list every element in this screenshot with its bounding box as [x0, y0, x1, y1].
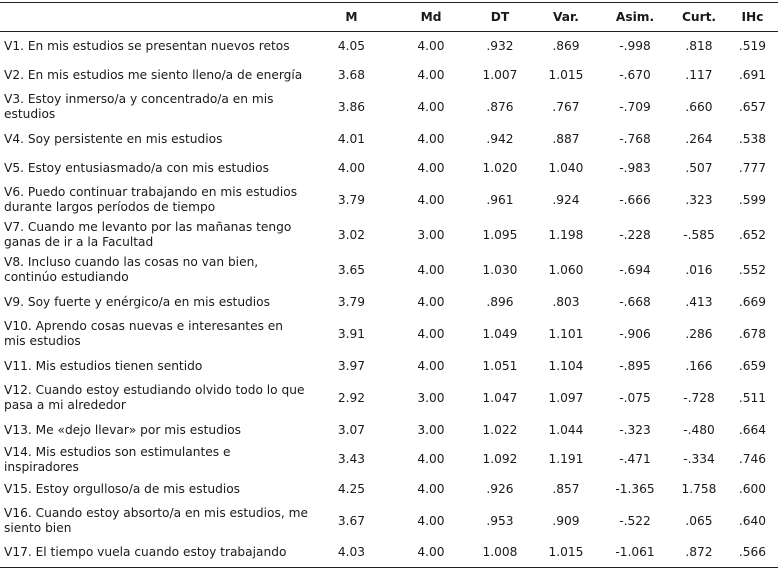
variance-value: 1.101	[548, 326, 584, 341]
item-label: V1. En mis estudios se presentan nuevos retos	[4, 38, 290, 53]
header-row	[0, 3, 778, 32]
table-row	[0, 539, 778, 568]
mean-value: 3.07	[337, 422, 366, 437]
kurtosis-value: .117	[685, 67, 713, 82]
mean-value: 4.05	[337, 38, 366, 53]
skewness-value: -.666	[619, 192, 651, 207]
item-total-correlation-value: .669	[738, 294, 767, 309]
variance-value: 1.044	[548, 422, 584, 437]
table-row	[0, 381, 778, 416]
skewness-value: -.895	[619, 358, 651, 373]
skewness-value: -.768	[619, 131, 651, 146]
sd-value: .942	[486, 131, 514, 146]
item-total-correlation-value: .640	[738, 513, 767, 528]
median-value: 4.00	[417, 294, 445, 309]
skewness-value: -1.365	[615, 481, 655, 496]
mean-value: 3.91	[337, 326, 366, 341]
skewness-value: -.998	[619, 38, 651, 53]
median-value: 4.00	[417, 67, 445, 82]
mean-value: 4.03	[308, 539, 395, 568]
sd-value: .932	[486, 38, 514, 53]
sd-value: .926	[486, 481, 514, 496]
variance-value: .857	[552, 481, 580, 496]
mean-value: 4.01	[337, 131, 366, 146]
kurtosis-value: .286	[685, 326, 713, 341]
table-row	[0, 317, 778, 352]
sd-value: .896	[486, 294, 514, 309]
header-var: Var.	[533, 3, 599, 32]
table-row	[0, 416, 778, 445]
item-total-correlation-value: .746	[738, 452, 767, 466]
item-total-correlation-value: .777	[738, 160, 767, 175]
item-total-correlation-value: .600	[738, 481, 767, 496]
variance-value: .924	[552, 192, 580, 207]
item-label: V13. Me «dejo llevar» por mis estudios	[4, 422, 242, 437]
mean-value: 3.02	[337, 227, 366, 242]
kurtosis-value: .065	[685, 513, 713, 528]
item-total-correlation-value: .678	[738, 326, 767, 341]
variance-value: 1.060	[548, 262, 584, 277]
header-dt: DT	[467, 3, 533, 32]
kurtosis-value: .166	[685, 358, 713, 373]
sd-value: 1.007	[482, 67, 518, 82]
kurtosis-value: .413	[685, 294, 713, 309]
variance-value: .803	[552, 294, 580, 309]
item-total-correlation-value: .511	[738, 390, 767, 405]
sd-value: .953	[486, 513, 514, 528]
median-value: 4.00	[417, 131, 445, 146]
table-row	[0, 154, 778, 183]
table-row	[0, 125, 778, 154]
item-total-correlation-value: .659	[738, 358, 767, 373]
sd-value: 1.047	[482, 390, 518, 405]
item-label: V8. Incluso cuando las cosas no van bien, continúo estudiando	[4, 255, 259, 284]
item-label: V11. Mis estudios tienen sentido	[4, 358, 203, 373]
table-row	[0, 445, 778, 475]
median-value: 4.00	[417, 192, 445, 207]
item-label: V3. Estoy inmerso/a y concentrado/a en mis estudios	[4, 92, 274, 121]
item-label: V15. Estoy orgulloso/a de mis estudios	[4, 481, 241, 496]
skewness-value: -.228	[619, 227, 651, 242]
median-value: 4.00	[417, 38, 445, 53]
variance-value: .887	[552, 131, 580, 146]
kurtosis-value: -.480	[683, 422, 715, 437]
sd-value: 1.049	[482, 326, 518, 341]
item-label: V4. Soy persistente en mis estudios	[4, 131, 223, 146]
item-total-correlation-value: .691	[738, 67, 767, 82]
item-label: V12. Cuando estoy estudiando olvido todo lo que pasa a mi alrededor	[4, 383, 305, 412]
header-ihc: IHc	[727, 3, 778, 32]
table-row	[0, 32, 778, 61]
sd-value: 1.022	[482, 422, 518, 437]
sd-value: 1.020	[482, 160, 518, 175]
item-label: V16. Cuando estoy absorto/a en mis estudios, me siento bien	[4, 506, 308, 535]
mean-value: 3.86	[337, 99, 366, 114]
skewness-value: -1.061	[599, 539, 671, 568]
mean-value: 3.79	[337, 192, 366, 207]
median-value: 3.00	[417, 227, 445, 242]
sd-value: 1.051	[482, 358, 518, 373]
kurtosis-value: 1.758	[681, 481, 717, 496]
mean-value: 3.65	[337, 262, 366, 277]
skewness-value: -.075	[619, 390, 651, 405]
item-label: V17. El tiempo vuela cuando estoy trabajando	[0, 539, 308, 568]
item-total-correlation-value: .657	[738, 99, 767, 114]
sd-value: 1.092	[482, 452, 518, 466]
median-value: 4.00	[417, 262, 445, 277]
variance-value: 1.097	[548, 390, 584, 405]
kurtosis-value: -.728	[683, 390, 715, 405]
kurtosis-value: .818	[685, 38, 713, 53]
item-label: V5. Estoy entusiasmado/a con mis estudios	[4, 160, 269, 175]
item-total-correlation-value: .566	[727, 539, 778, 568]
median-value: 4.00	[417, 99, 445, 114]
item-label: V2. En mis estudios me siento lleno/a de energía	[4, 67, 303, 82]
variance-value: .869	[552, 38, 580, 53]
item-total-correlation-value: .652	[738, 227, 767, 242]
variance-value: 1.040	[548, 160, 584, 175]
median-value: 3.00	[417, 422, 445, 437]
table-row	[0, 61, 778, 90]
mean-value: 3.43	[337, 452, 366, 466]
table-row	[0, 90, 778, 125]
variance-value: 1.015	[548, 67, 584, 82]
header-md: Md	[395, 3, 467, 32]
item-label: V14. Mis estudios son estimulantes e inspiradores	[4, 444, 231, 474]
median-value: 4.00	[417, 481, 445, 496]
header-m: M	[308, 3, 395, 32]
variance-value: 1.191	[548, 452, 584, 466]
mean-value: 3.68	[337, 67, 366, 82]
mean-value: 4.25	[337, 481, 366, 496]
kurtosis-value: -.585	[683, 227, 715, 242]
sd-value: 1.008	[467, 539, 533, 568]
kurtosis-value: .660	[685, 99, 713, 114]
header-curt: Curt.	[671, 3, 727, 32]
item-total-correlation-value: .599	[738, 192, 767, 207]
variance-value: .767	[552, 99, 580, 114]
kurtosis-value: .264	[685, 131, 713, 146]
skewness-value: -.983	[619, 160, 651, 175]
skewness-value: -.323	[619, 422, 651, 437]
item-label: V6. Puedo continuar trabajando en mis estudios durante largos períodos de tiempo	[4, 185, 298, 214]
mean-value: 2.92	[337, 390, 366, 405]
mean-value: 3.79	[337, 294, 366, 309]
skewness-value: -.668	[619, 294, 651, 309]
item-label: V9. Soy fuerte y enérgico/a en mis estudios	[4, 294, 270, 309]
mean-value: 4.00	[337, 160, 366, 175]
table-row	[0, 352, 778, 381]
header-item	[0, 3, 308, 32]
item-total-correlation-value: .538	[738, 131, 767, 146]
item-total-correlation-value: .519	[738, 38, 767, 53]
sd-value: 1.095	[482, 227, 518, 242]
skewness-value: -.522	[619, 513, 651, 528]
mean-value: 3.67	[337, 513, 366, 528]
descriptive-statistics-table	[0, 2, 778, 568]
median-value: 4.00	[417, 452, 445, 466]
table-row	[0, 288, 778, 317]
kurtosis-value: .323	[685, 192, 713, 207]
skewness-value: -.670	[619, 67, 651, 82]
table-row	[0, 253, 778, 288]
variance-value: 1.104	[548, 358, 584, 373]
skewness-value: -.906	[619, 326, 651, 341]
median-value: 4.00	[395, 539, 467, 568]
sd-value: 1.030	[482, 262, 518, 277]
mean-value: 3.97	[337, 358, 366, 373]
kurtosis-value: -.334	[683, 452, 715, 466]
median-value: 3.00	[417, 390, 445, 405]
sd-value: .876	[486, 99, 514, 114]
skewness-value: -.471	[619, 452, 651, 466]
kurtosis-value: .507	[685, 160, 713, 175]
variance-value: .909	[552, 513, 580, 528]
median-value: 4.00	[417, 160, 445, 175]
variance-value: 1.015	[533, 539, 599, 568]
item-total-correlation-value: .664	[738, 422, 767, 437]
variance-value: 1.198	[548, 227, 584, 242]
median-value: 4.00	[417, 326, 445, 341]
kurtosis-value: .872	[671, 539, 727, 568]
median-value: 4.00	[417, 358, 445, 373]
table-row	[0, 475, 778, 504]
median-value: 4.00	[417, 513, 445, 528]
item-label: V10. Aprendo cosas nuevas e interesantes en mis estudios	[4, 319, 284, 348]
table-row	[0, 504, 778, 539]
header-asim: Asim.	[599, 3, 671, 32]
item-total-correlation-value: .552	[738, 262, 767, 277]
skewness-value: -.694	[619, 262, 651, 277]
kurtosis-value: .016	[685, 262, 713, 277]
table-row	[0, 183, 778, 218]
item-label: V7. Cuando me levanto por las mañanas tengo ganas de ir a la Facultad	[4, 220, 292, 249]
sd-value: .961	[486, 192, 514, 207]
skewness-value: -.709	[619, 99, 651, 114]
table-row	[0, 218, 778, 253]
